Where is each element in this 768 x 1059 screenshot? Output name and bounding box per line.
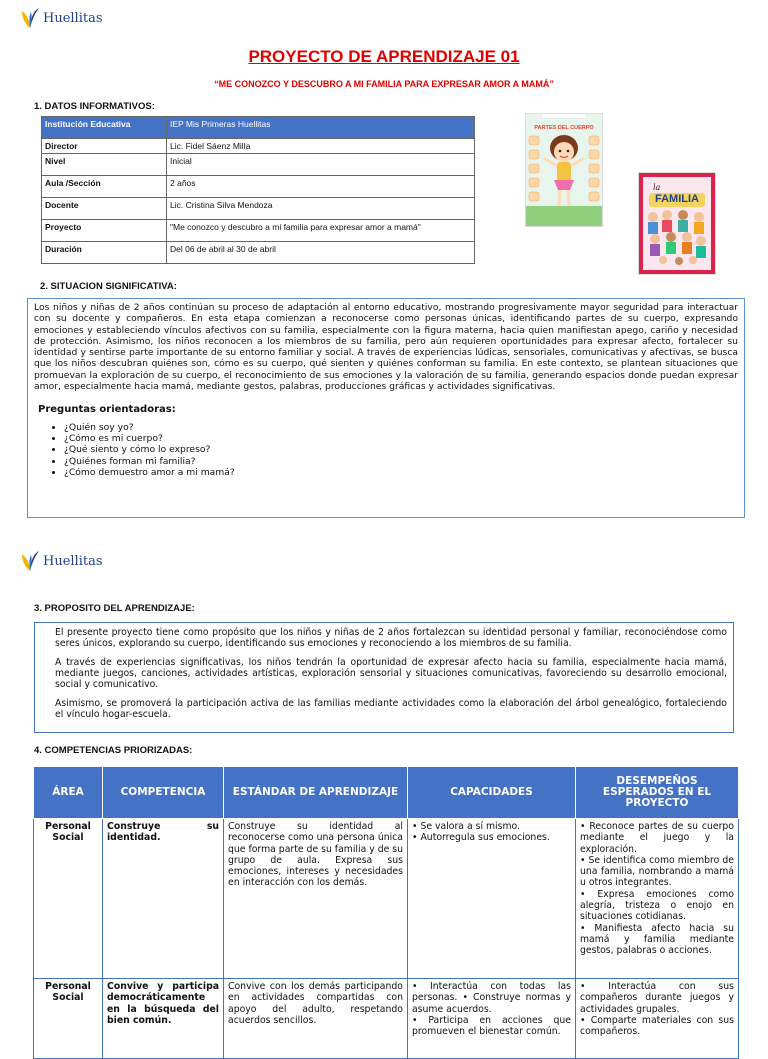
- body-parts-poster-image: [526, 114, 602, 226]
- cell-estandar: Convive con los demás participando en actividades compartidas con apoyo del adulto, respetando acuerdos sencillos.: [224, 979, 408, 1059]
- questions-list: [34, 422, 738, 478]
- cell-competencia: Convive y participa democráticamente en la búsqueda del bien común.: [103, 979, 224, 1059]
- list-item: • ¿Quiénes forman mi familia?: [64, 456, 738, 467]
- table-row: [42, 117, 475, 139]
- table-row: [34, 819, 739, 979]
- table-row: [42, 154, 475, 176]
- cell-desempenos: • Interactúa con sus compañeros durante juegos y actividades grupales. • Comparte materiales con sus compañeros.: [576, 979, 739, 1059]
- list-item: • ¿Quién soy yo?: [64, 422, 738, 433]
- cell-competencia: Construye su identidad.: [103, 819, 224, 979]
- proposito-paragraph: Asimismo, se promoverá la participación activa de las familias mediante actividades como la elaboración del árbol genealógico, fortaleciendo el vínculo hogar-escuela.: [55, 698, 727, 720]
- list-item: • ¿Cómo es mi cuerpo?: [64, 433, 738, 444]
- column-header: COMPETENCIA: [103, 767, 224, 819]
- poster-small-title: la: [653, 183, 661, 192]
- datos-value: Lic. Cristina Silva Mendoza: [167, 198, 475, 220]
- table-row: [42, 220, 475, 242]
- datos-key: Institución Educativa: [42, 117, 167, 139]
- competencias-table: [33, 766, 739, 1059]
- cell-desempenos: • Reconoce partes de su cuerpo mediante el juego y la exploración. • Se identifica como miembro de una familia, nombrando a mamá u otros integrantes. • Expresa emociones como alegría, tristeza o enojo en situaciones cotidianas. • Manifiesta afecto hacia su mamá y familia mediante gestos, palabras o acciones.: [576, 819, 739, 979]
- section-heading-proposito: 3. PROPOSITO DEL APRENDIZAJE:: [34, 603, 195, 614]
- situacion-box: [27, 298, 745, 518]
- column-header: ÁREA: [34, 767, 103, 819]
- brand-logo: [20, 7, 103, 29]
- datos-key: Duración: [42, 242, 167, 264]
- proposito-box: [34, 622, 734, 733]
- table-row: [42, 198, 475, 220]
- brand-logo: [20, 550, 103, 572]
- huellitas-logo-icon: [20, 7, 40, 29]
- section-heading-situacion: 2. SITUACION SIGNIFICATIVA:: [40, 281, 177, 292]
- cell-capacidades: • Se valora a sí mismo. • Autorregula sus emociones.: [408, 819, 576, 979]
- list-item: • ¿Qué siento y cómo lo expreso?: [64, 444, 738, 455]
- page-title: PROYECTO DE APRENDIZAJE 01: [248, 47, 520, 66]
- brand-name: Huellitas: [43, 10, 103, 26]
- datos-value: Lic. Fidel Sáenz Milla: [167, 139, 475, 154]
- table-row: [42, 176, 475, 198]
- cell-area: Personal Social: [34, 819, 103, 979]
- family-poster-image: [639, 173, 715, 274]
- proposito-paragraph: El presente proyecto tiene como propósito que los niños y niñas de 2 años fortalezcan su identidad personal y familiar, reconociéndose como seres únicos, explorando su cuerpo, identificando sus emociones y reconociendo a los miembros de su familia.: [55, 627, 727, 649]
- datos-value: Del 06 de abril al 30 de abril: [167, 242, 475, 264]
- datos-key: Proyecto: [42, 220, 167, 242]
- situacion-text: Los niños y niñas de 2 años continúan su proceso de adaptación al entorno educativo, mostrando progresivamente mayor seguridad para interactuar con su docente y compañeros. En esta etapa comienzan a reconocerse como personas únicas, identificando partes de su cuerpo, expresando emociones y estableciendo vínculos afectivos con su familia, especialmente con la figura materna, hacia quien manifiestan apego, cariño y necesidad de protección. Asimismo, los niños reconocen a los miembros de su familia, pero aún requieren oportunidades para expresar afecto, fortalecer su identidad y sentirse parte importante de su entorno familiar y social. A través de experiencias lúdicas, sensoriales, comunicativas y afectivas, se busca que los niños descubran quiénes son, cómo es su cuerpo, qué sienten y quiénes conforman su familia. En este contexto, se plantean situaciones que promuevan la exploración de su cuerpo, el reconocimiento de sus emociones y la valoración de su familia, generando espacios donde puedan expresar amor, especialmente hacia mamá, mediante gestos, palabras, producciones gráficas y actividades significativas.: [34, 302, 738, 393]
- poster-title: PARTES DEL CUERPO: [534, 125, 594, 131]
- section-heading-datos: 1. DATOS INFORMATIVOS:: [34, 101, 155, 112]
- column-header: CAPACIDADES: [408, 767, 576, 819]
- table-row: [42, 242, 475, 264]
- datos-key: Director: [42, 139, 167, 154]
- huellitas-logo-icon: [20, 550, 40, 572]
- datos-value: Inicial: [167, 154, 475, 176]
- datos-key: Aula /Sección: [42, 176, 167, 198]
- family-illustration-icon: [639, 173, 715, 274]
- proposito-paragraph: A través de experiencias significativas, los niños tendrán la oportunidad de expresar afecto hacia su familia, especialmente hacia mamá, mediante juegos, canciones, actividades artísticas, exploración sensorial y situaciones comunicativas, favoreciendo su desarrollo emocional, social y comunicativo.: [55, 657, 727, 690]
- datos-table: [41, 116, 475, 264]
- datos-value: "Me conozco y descubro a mi familia para expresar amor a mamá": [167, 220, 475, 242]
- page-subtitle: “ME CONOZCO Y DESCUBRO A MI FAMILIA PARA EXPRESAR AMOR A MAMÁ”: [214, 79, 554, 89]
- table-row: [42, 139, 475, 154]
- brand-name: Huellitas: [43, 553, 103, 569]
- cell-capacidades: • Interactúa con todas las personas. • Construye normas y asume acuerdos. • Participa en acciones que promueven el bienestar común.: [408, 979, 576, 1059]
- table-header-row: [34, 767, 739, 819]
- datos-value: 2 años: [167, 176, 475, 198]
- datos-value: IEP Mis Primeras Huellitas: [167, 117, 475, 139]
- table-row: [34, 979, 739, 1059]
- cell-estandar: Construye su identidad al reconocerse como una persona única que forma parte de su familia y de su grupo de aula. Expresa sus emociones, intereses y necesidades en interacción con los demás.: [224, 819, 408, 979]
- section-heading-competencias: 4. COMPETENCIAS PRIORIZADAS:: [34, 745, 193, 756]
- datos-key: Nivel: [42, 154, 167, 176]
- list-item: • ¿Cómo demuestro amor a mi mamá?: [64, 467, 738, 478]
- poster-title: FAMILIA: [655, 193, 699, 205]
- datos-key: Docente: [42, 198, 167, 220]
- cell-area: Personal Social: [34, 979, 103, 1059]
- column-header: DESEMPEÑOS ESPERADOS EN EL PROYECTO: [576, 767, 739, 819]
- questions-title: Preguntas orientadoras:: [38, 404, 176, 416]
- column-header: ESTÁNDAR DE APRENDIZAJE: [224, 767, 408, 819]
